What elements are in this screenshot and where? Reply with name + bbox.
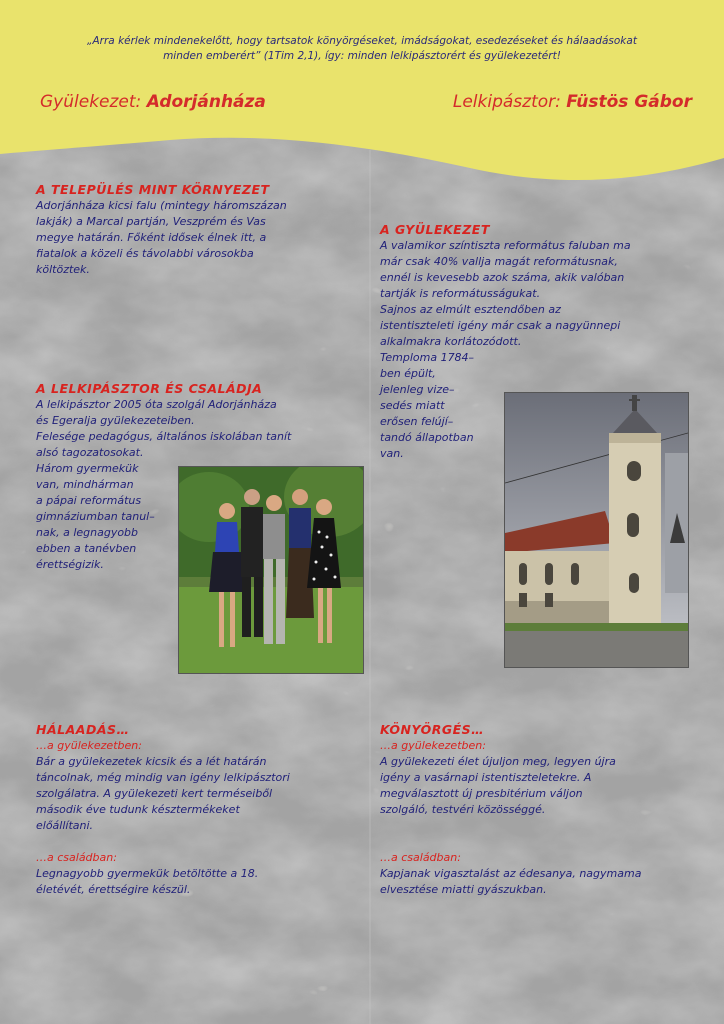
- quote-line-1: „Arra kérlek mindenekelőtt, hogy tartsatok könyörgéseket, imádságokat, esedezéseket és hálaadásokat: [87, 35, 637, 47]
- text-line: tartják is reformátusságukat.: [380, 287, 541, 300]
- text-line: Három gyermekük: [36, 462, 139, 475]
- prayer-congregation-text: [380, 754, 700, 818]
- text-line: megválasztott új presbitérium váljon: [380, 787, 583, 800]
- text-line: A lelkipásztor 2005 óta szolgál Adorjánháza: [36, 398, 277, 411]
- thanks-subtitle-congregation: …a gyülekezetben:: [36, 739, 142, 752]
- thanks-subtitle-family: …a családban:: [36, 851, 117, 864]
- prayer-subtitle-congregation: …a gyülekezetben:: [380, 739, 486, 752]
- text-line: Bár a gyülekezetek kicsik és a lét határán: [36, 755, 267, 768]
- settlement-section: [36, 182, 356, 278]
- text-line: van, mindhárman: [36, 478, 134, 491]
- congregation-name: Adorjánháza: [146, 92, 266, 112]
- text-line: ebben a tanévben: [36, 542, 137, 555]
- pastor-label: Lelkipásztor:: [452, 92, 561, 112]
- text-line: előállítani.: [36, 819, 94, 832]
- text-line: Legnagyobb gyermekük betöltötte a 18.: [36, 867, 259, 880]
- text-line: erősen felújí–: [380, 415, 454, 428]
- text-line: költöztek.: [36, 263, 90, 276]
- text-line: ennél is kevesebb azok száma, akik valóban: [380, 271, 625, 284]
- congregation-header: [40, 92, 266, 112]
- thanks-congregation-text: [36, 754, 356, 834]
- congregation-label: Gyülekezet:: [40, 92, 142, 112]
- prayer-title: KÖNYÖRGÉS…: [380, 722, 485, 737]
- text-line: Felesége pedagógus, általános iskolában tanít: [36, 430, 292, 443]
- text-line: érettségizik.: [36, 558, 104, 571]
- text-line: alsó tagozatosokat.: [36, 446, 144, 459]
- text-line: Adorjánháza kicsi falu (mintegy háromszázan: [36, 199, 287, 212]
- pastor-header: [453, 92, 692, 112]
- text-line: tandó állapotban: [380, 431, 474, 444]
- text-line: Sajnos az elmúlt esztendőben az: [380, 303, 561, 316]
- quote-line-2: minden emberért” (1Tim 2,1), így: minden lelkipásztorért és gyülekezetért!: [163, 50, 561, 62]
- text-line: van.: [380, 447, 404, 460]
- prayer-family-text: [380, 866, 700, 898]
- text-line: elvesztése miatti gyászukban.: [380, 883, 547, 896]
- text-line: A gyülekezeti élet újuljon meg, legyen újra: [380, 755, 616, 768]
- family-photo: [178, 466, 364, 674]
- text-line: megye határán. Főként idősek élnek itt, a: [36, 231, 267, 244]
- thanks-family-text: [36, 866, 356, 898]
- congregation-title: A GYÜLEKEZET: [380, 222, 490, 237]
- text-line: istentiszteleti igény már csak a nagyünnepi: [380, 319, 621, 332]
- text-line: Temploma 1784–: [380, 351, 475, 364]
- text-line: és Egeralja gyülekezeteiben.: [36, 414, 195, 427]
- text-line: fiatalok a közeli és távolabbi városokba: [36, 247, 254, 260]
- text-line: jelenleg vize–: [380, 383, 455, 396]
- thanks-title: HÁLAADÁS…: [36, 722, 130, 737]
- text-line: szolgáló, testvéri közösséggé.: [380, 803, 546, 816]
- church-photo: [504, 392, 689, 668]
- settlement-text: [36, 198, 356, 278]
- text-line: A valamikor színtiszta református faluban ma: [380, 239, 631, 252]
- text-line: gimnáziumban tanul–: [36, 510, 155, 523]
- text-line: igény a vasárnapi istentiszteletekre. A: [380, 771, 592, 784]
- bible-quote: [40, 34, 684, 64]
- settlement-title: A TELEPÜLÉS MINT KÖRNYEZET: [36, 182, 270, 197]
- text-line: táncolnak, még mindig van igény lelkipásztori: [36, 771, 290, 784]
- text-line: a pápai református: [36, 494, 142, 507]
- text-line: szolgálatra. A gyülekezeti kert terméseiből: [36, 787, 273, 800]
- text-line: már csak 40% vallja magát reformátusnak,: [380, 255, 618, 268]
- thanks-section: [36, 722, 356, 898]
- pastor-name: Füstös Gábor: [566, 92, 692, 112]
- text-line: sedés miatt: [380, 399, 445, 412]
- text-line: ben épült,: [380, 367, 436, 380]
- text-line: nak, a legnagyobb: [36, 526, 139, 539]
- pastor-family-title: A LELKIPÁSZTOR ÉS CSALÁDJA: [36, 381, 263, 396]
- text-line: életévét, érettségire készül.: [36, 883, 191, 896]
- prayer-subtitle-family: …a családban:: [380, 851, 461, 864]
- text-line: Kapjanak vigasztalást az édesanya, nagymama: [380, 867, 642, 880]
- text-line: lakják) a Marcal partján, Veszprém és Vas: [36, 215, 266, 228]
- text-line: alkalmakra korlátozódott.: [380, 335, 522, 348]
- prayer-section: [380, 722, 700, 898]
- text-line: második éve tudunk késztermékeket: [36, 803, 240, 816]
